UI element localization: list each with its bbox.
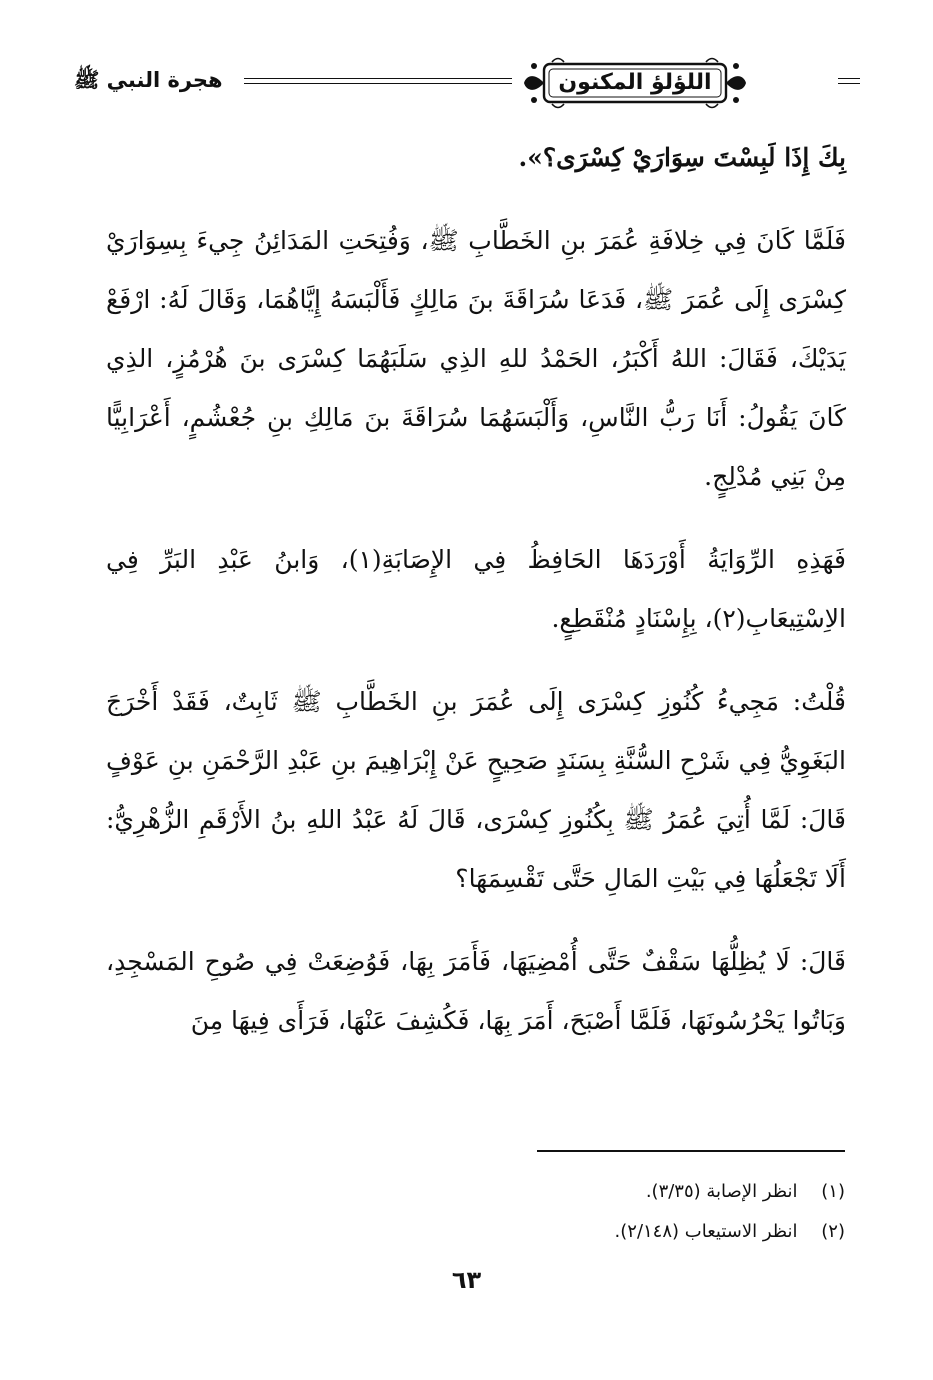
chapter-title: هجرة النبي ﷺ [74, 68, 223, 92]
header-rule-right [838, 78, 860, 84]
paragraph: بِكَ إِذَا لَبِسْتَ سِوَارَيْ كِسْرَى؟». [518, 143, 846, 172]
footnote-number: (٢) [821, 1221, 845, 1242]
footnote-text: انظر الإصابة (٣/٣٥). [645, 1181, 798, 1202]
paragraph: فَهَذِهِ الرِّوَايَةُ أَوْرَدَهَا الحَافِظُ فِي الإِصَابَةِ(١)، وَابنُ عَبْدِ البَرِّ فِي الاِسْتِيعَابِ(٢)، بِإِسْنَادٍ مُنْقَطِعٍ. [106, 545, 846, 633]
paragraph: قَالَ: لَا يُظِلُّهَا سَقْفٌ حَتَّى أُمْضِيَهَا، فَأَمَرَ بِهَا، فَوُضِعَتْ فِي صُوحِ المَسْجِدِ، وَبَاتُوا يَحْرُسُونَهَا، فَلَمَّا أَصْبَحَ، أَمَرَ بِهَا، فَكُشِفَ عَنْهَا، فَرَأَى فِيهَا مِنَ [106, 947, 846, 1035]
running-header [74, 46, 860, 116]
paragraph: قُلْتُ: مَجِيءُ كُنُوزِ كِسْرَى إِلَى عُمَرَ بنِ الخَطَّابِ ﷺ ثَابِتٌ، فَقَدْ أَخْرَجَ البَغَوِيُّ فِي شَرْحِ السُّنَّةِ بِسَنَدٍ صَحِيحٍ عَنْ إِبْرَاهِيمَ بنِ عَبْدِ الرَّحْمَنِ بنِ عَوْفٍ قَالَ: لَمَّا أُتِيَ عُمَرُ ﷺ بِكُنُوزِ كِسْرَى، قَالَ لَهُ عَبْدُ اللهِ بنُ الأَرْقَمِ الزُّهْرِيُّ: أَلَا تَجْعَلُهَا فِي بَيْتِ المَالِ حَتَّى تَقْسِمَهَا؟ [106, 687, 846, 893]
paragraph: فَلَمَّا كَانَ فِي خِلافَةِ عُمَرَ بنِ الخَطَّابِ ﷺ، وَفُتِحَتِ المَدَائِنُ جِيءَ بِسِوَارَيْ كِسْرَى إِلَى عُمَرَ ﷺ، فَدَعَا سُرَاقَةَ بنَ مَالِكٍ فَأَلْبَسَهُ إِيَّاهُمَا، وَقَالَ لَهُ: ارْفَعْ يَدَيْكَ، فَقَالَ: اللهُ أَكْبَرُ، الحَمْدُ للهِ الذِي سَلَبَهُمَا كِسْرَى بنَ هُرْمُزٍ، الذِي كَانَ يَقُولُ: أَنَا رَبُّ النَّاسِ، وَأَلْبَسَهُمَا سُرَاقَةَ بنَ مَالِكِ بنِ جُعْشُمٍ، أَعْرَابِيًّا مِنْ بَنِي مُدْلِجٍ. [106, 226, 846, 491]
header-rule-left [244, 78, 512, 84]
book-title-ornament [522, 54, 748, 112]
footnote-item [145, 1172, 845, 1212]
page-number: ٦٣ [451, 1266, 482, 1294]
footnotes [145, 1172, 845, 1252]
footnote-text: انظر الاستيعاب (٢/١٤٨). [614, 1221, 798, 1242]
footnote-item [145, 1212, 845, 1252]
footnote-separator [537, 1150, 845, 1152]
main-text [106, 128, 846, 1050]
book-title: اللؤلؤ المكنون [558, 70, 712, 95]
footnote-number: (١) [821, 1181, 845, 1202]
